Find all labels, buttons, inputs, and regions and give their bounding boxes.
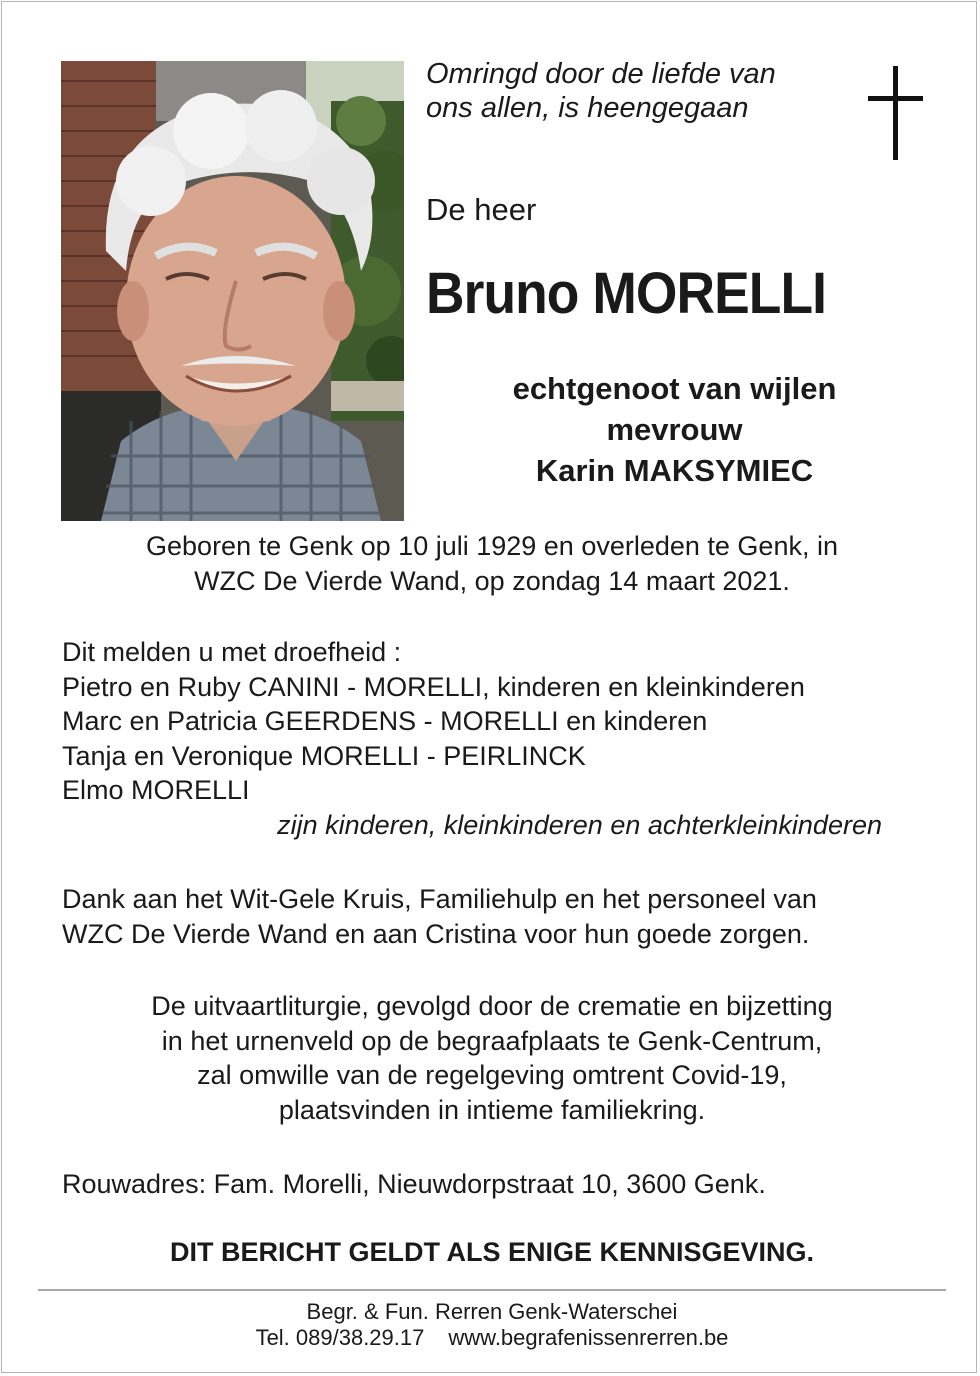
funeral-line: De uitvaartliturgie, gevolgd door de crematie en bijzetting: [151, 991, 833, 1021]
notice-text: DIT BERICHT GELDT ALS ENIGE KENNISGEVING.: [169, 1237, 815, 1267]
website-link[interactable]: www.begrafenissenrerren.be: [448, 1325, 729, 1350]
deceased-name: Bruno MORELLI: [426, 261, 827, 326]
address-line: Rouwadres: Fam. Morelli, Nieuwdorpstraat 10, 3600 Genk.: [62, 1169, 766, 1199]
thanks-text: [62, 882, 942, 951]
obituary-card: [1, 1, 977, 1373]
funeral-line: in het urnenveld op de begraafplaats te Genk-Centrum,: [161, 1025, 823, 1056]
salutation: De heer: [426, 192, 537, 227]
thanks-line: WZC De Vierde Wand en aan Cristina voor hun goede zorgen.: [62, 918, 810, 949]
family-line: Tanja en Veronique MORELLI - PEIRLINCK: [62, 740, 586, 771]
intro-line: ons allen, is heengegaan: [426, 92, 749, 124]
birth-line: Geboren te Genk op 10 juli 1929 en overleden te Genk, in: [146, 531, 838, 561]
cross-icon: [868, 66, 923, 160]
birth-line: WZC De Vierde Wand, op zondag 14 maart 2021.: [194, 565, 790, 596]
spouse-info: [422, 368, 927, 491]
funeral-info: [42, 989, 942, 1127]
announce-heading: Dit melden u met droefheid :: [62, 637, 402, 667]
footer: [42, 1299, 942, 1351]
family-line: Elmo MORELLI: [62, 775, 250, 805]
spouse-line: mevrouw: [606, 412, 743, 447]
family-line: Pietro en Ruby CANINI - MORELLI, kinderen en kleinkinderen: [62, 671, 805, 702]
funeral-line: plaatsvinden in intieme familiekring.: [278, 1094, 706, 1125]
thanks-line: Dank aan het Wit-Gele Kruis, Familiehulp en het personeel van: [62, 884, 817, 914]
family-announcement: [62, 635, 942, 842]
intro-line: Omringd door de liefde van: [426, 58, 776, 90]
spouse-line: echtgenoot van wijlen: [512, 371, 837, 406]
company-name: Begr. & Fun. Rerren Genk-Waterschei: [306, 1299, 678, 1324]
birth-death-info: [42, 529, 942, 598]
spouse-line: Karin MAKSYMIEC: [535, 453, 814, 488]
phone-number: Tel. 089/38.29.17: [255, 1325, 425, 1350]
funeral-line: zal omwille van de regelgeving omtrent Covid-19,: [197, 1060, 787, 1090]
divider: [38, 1289, 946, 1291]
family-closing: zijn kinderen, kleinkinderen en achterkleinkinderen: [277, 809, 882, 840]
portrait-photo: [61, 61, 404, 521]
mourning-address: [62, 1167, 942, 1202]
intro-text: [426, 57, 826, 125]
family-line: Marc en Patricia GEERDENS - MORELLI en kinderen: [62, 706, 708, 736]
